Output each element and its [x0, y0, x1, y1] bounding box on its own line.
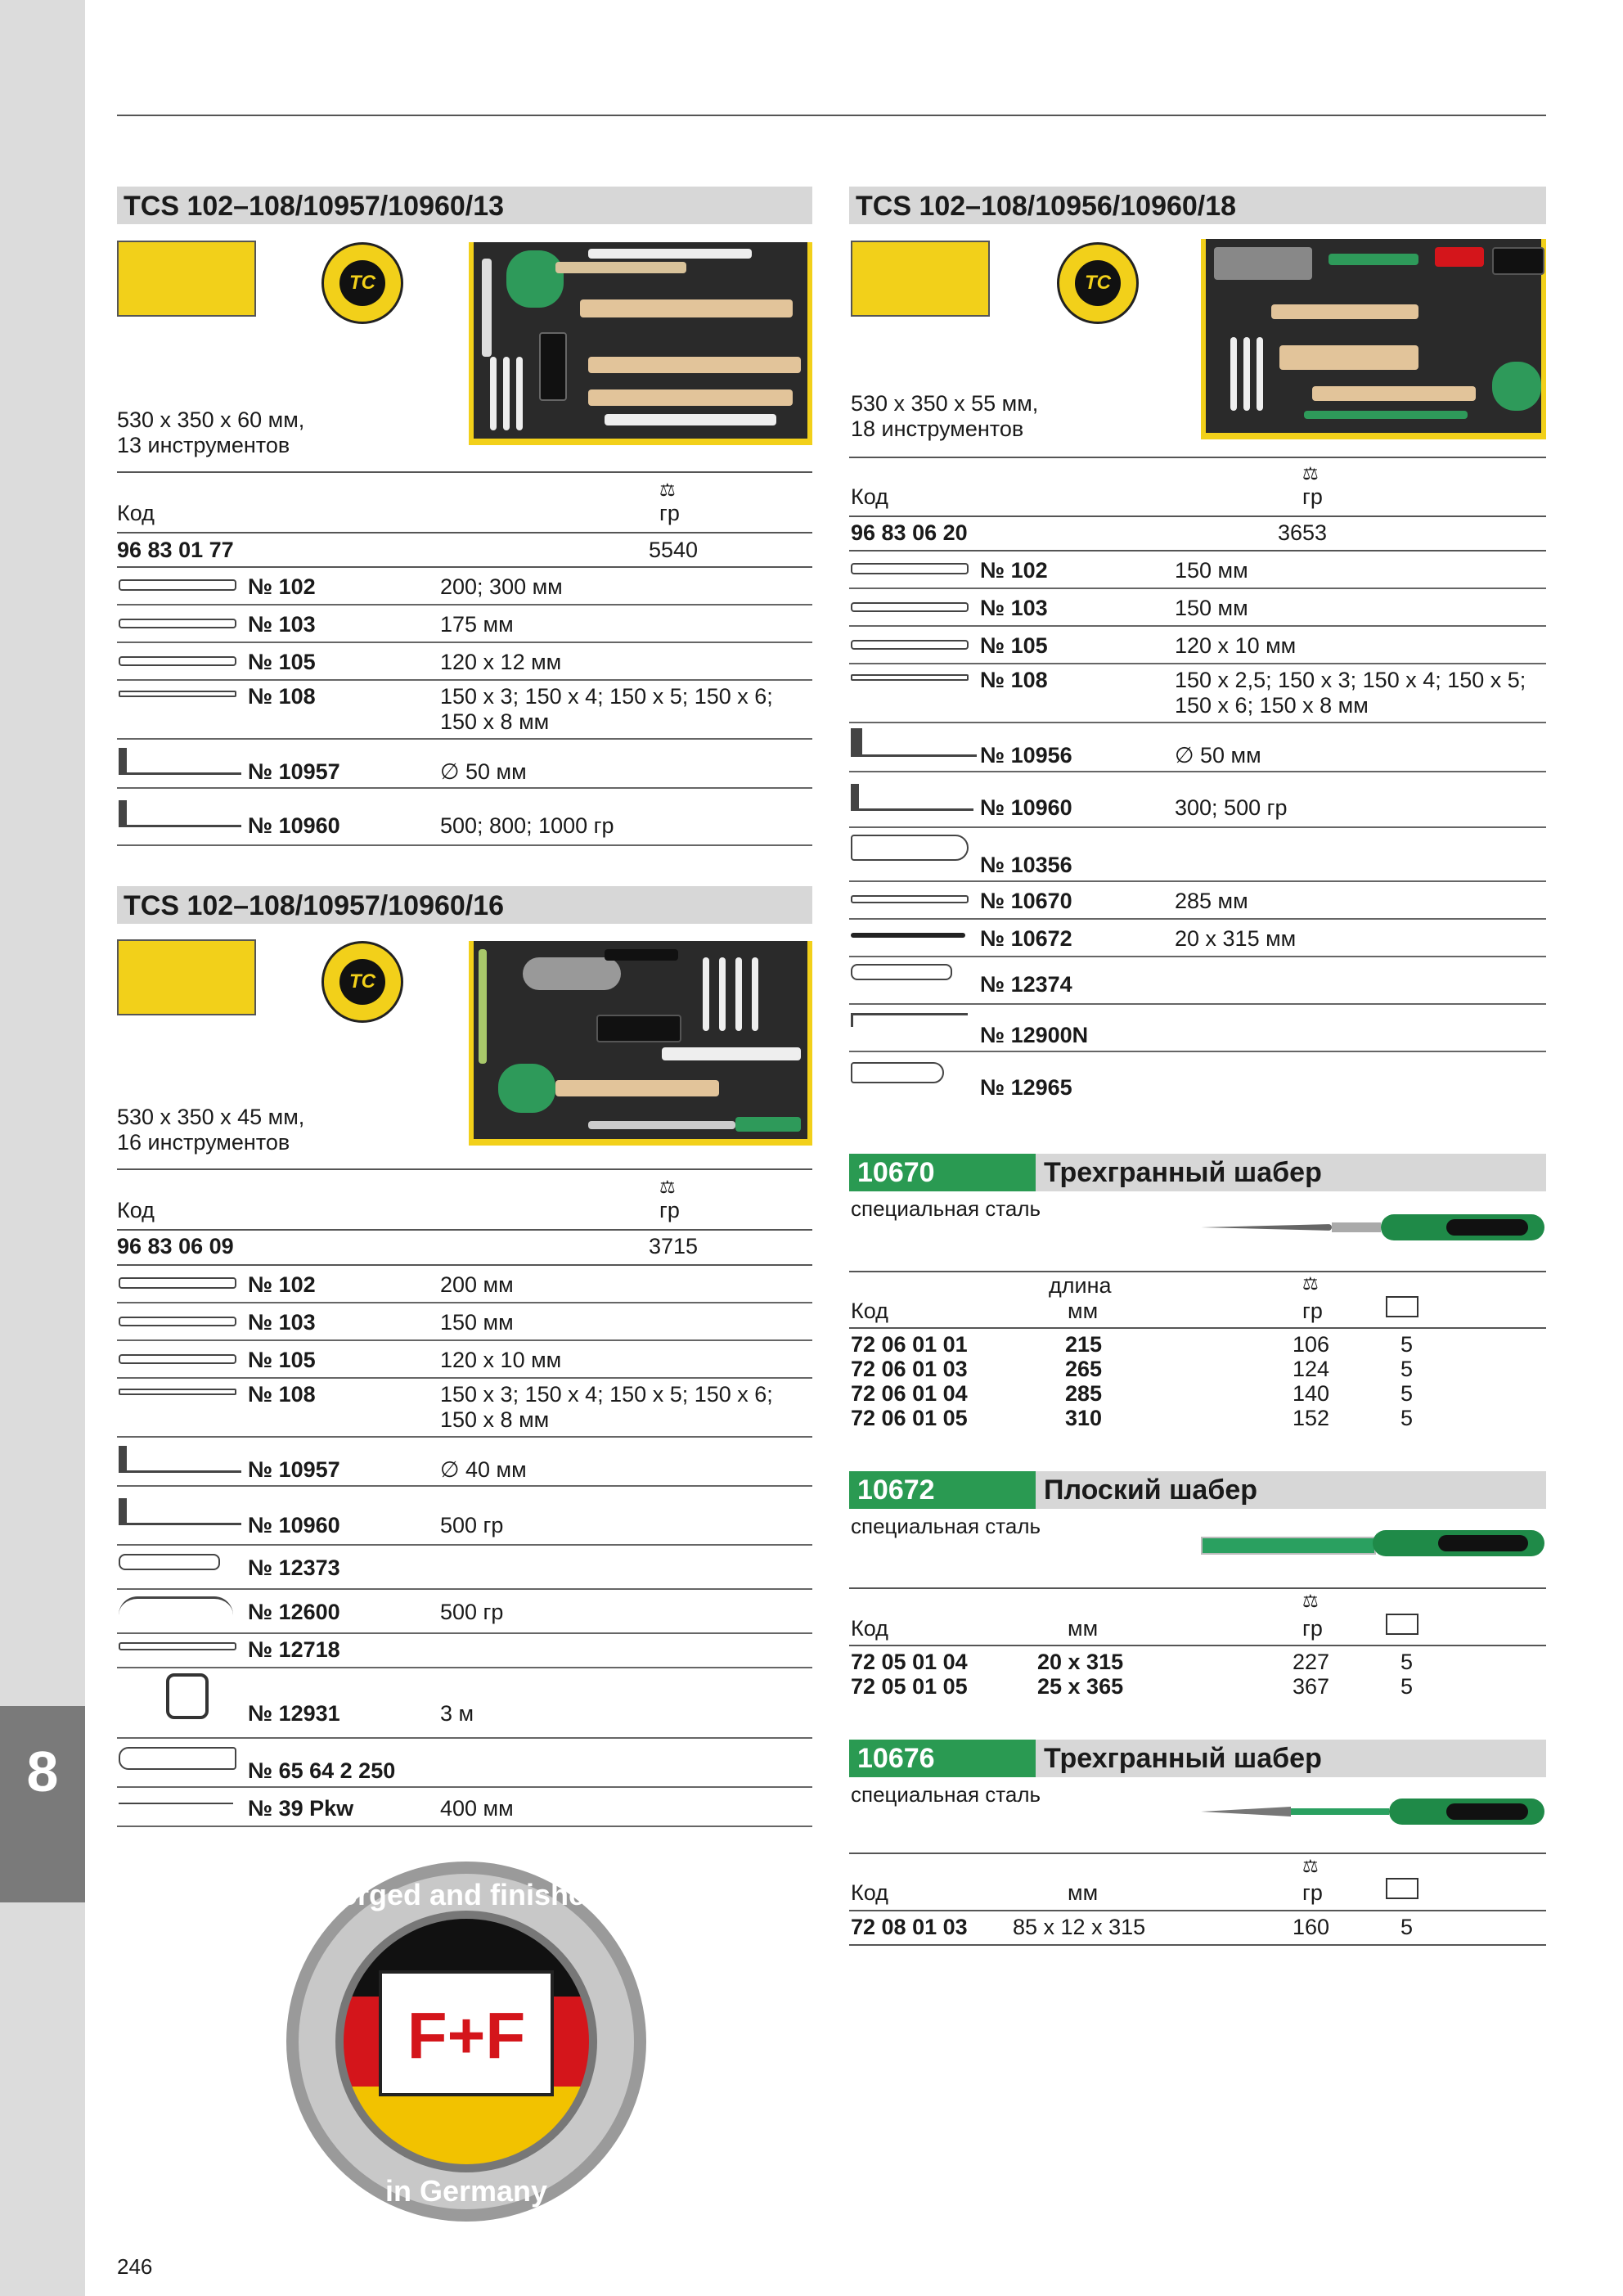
- divider: [849, 457, 1546, 458]
- count-text: 13 инструментов: [117, 433, 290, 457]
- tool-spec: ∅ 50 мм: [1175, 743, 1261, 768]
- divider: [117, 532, 812, 533]
- tool-number: № 103: [248, 612, 316, 637]
- component-row: [117, 1379, 812, 1438]
- chisel-icon: [119, 619, 236, 628]
- set-13: [117, 187, 812, 224]
- weight: 160: [1293, 1915, 1330, 1939]
- component-row: [117, 1668, 812, 1739]
- pin-punch-icon: [119, 691, 236, 697]
- scale-icon: ⚖: [1302, 463, 1319, 484]
- header-unit: мм: [1068, 1880, 1099, 1905]
- tool-tray-image: [469, 941, 812, 1146]
- header-weight: гр: [1302, 484, 1323, 509]
- hammer-icon: [119, 1446, 241, 1473]
- tool-number: № 10957: [248, 1457, 340, 1482]
- tool-number: № 103: [248, 1310, 316, 1335]
- count-text: 18 инструментов: [851, 416, 1024, 441]
- pack-qty: 5: [1400, 1357, 1414, 1381]
- tool-number: № 102: [248, 574, 316, 599]
- tool-tray-image: [1201, 239, 1546, 439]
- page-number: 246: [117, 2254, 153, 2279]
- punch-icon: [119, 1354, 236, 1364]
- tcs-system-badge-icon: TC: [321, 242, 403, 324]
- tool-spec: 500 гр: [440, 1600, 504, 1624]
- header-weight: гр: [659, 1198, 680, 1222]
- dimensions-text: 530 x 350 x 55 мм,: [851, 391, 1039, 416]
- hammer-icon: [119, 1498, 241, 1525]
- set-title: TCS 102–108/10956/10960/18: [849, 187, 1546, 224]
- dimensions-text: 530 x 350 x 45 мм,: [117, 1105, 305, 1129]
- pack-qty: 5: [1400, 1381, 1414, 1406]
- tool-spec-cont: 150 x 6; 150 x 8 мм: [1175, 693, 1369, 718]
- component-row: [849, 627, 1546, 664]
- tool-spec-cont: 150 x 8 мм: [440, 709, 550, 734]
- component-row: [849, 664, 1546, 723]
- tool-number: № 105: [248, 1348, 316, 1372]
- tool-number: № 12965: [980, 1075, 1072, 1100]
- hammer-icon: [119, 748, 241, 775]
- header-unit: мм: [1068, 1616, 1099, 1641]
- component-row: [117, 681, 812, 740]
- header-code: Код: [117, 1198, 155, 1222]
- tire-lever-icon: [119, 1803, 233, 1804]
- punch-icon: [851, 640, 969, 650]
- length: 285: [1065, 1381, 1103, 1406]
- tool-spec: 150 x 3; 150 x 4; 150 x 5; 150 x 6;: [440, 684, 773, 709]
- tool-number: № 39 Pkw: [248, 1796, 354, 1821]
- set-title: TCS 102–108/10957/10960/13: [117, 187, 812, 224]
- header-code: Код: [851, 1616, 888, 1641]
- component-row: [117, 1546, 812, 1590]
- order-code: 72 05 01 04: [851, 1650, 968, 1674]
- header-code: Код: [851, 1880, 888, 1905]
- tool-number: № 12600: [248, 1600, 340, 1624]
- component-row: [849, 1052, 1546, 1110]
- tool-spec: 500; 800; 1000 гр: [440, 813, 614, 838]
- dimensions-text: 530 x 350 x 60 мм,: [117, 407, 305, 432]
- divider: [849, 1944, 1546, 1946]
- chisel-icon: [119, 579, 236, 591]
- component-row: [849, 828, 1546, 882]
- scale-icon: ⚖: [1302, 1856, 1319, 1876]
- product-number: 10672: [849, 1471, 1036, 1509]
- header-code: Код: [851, 1299, 888, 1323]
- order-code: 96 83 01 77: [117, 538, 234, 562]
- product-table: [851, 1915, 1546, 1939]
- weight: 140: [1293, 1381, 1330, 1406]
- tool-spec: 400 мм: [440, 1796, 514, 1821]
- tool-number: № 10957: [248, 759, 340, 784]
- weight: 106: [1293, 1332, 1330, 1357]
- tool-spec: 200 мм: [440, 1272, 514, 1297]
- tool-number: № 10960: [248, 813, 340, 838]
- tool-spec: 120 x 10 мм: [440, 1348, 562, 1372]
- component-row: [849, 920, 1546, 957]
- table-row: [851, 1357, 1546, 1381]
- component-row: [117, 789, 812, 846]
- chisel-icon: [851, 602, 969, 612]
- color-swatch: [851, 241, 990, 317]
- component-row: [117, 1303, 812, 1341]
- tool-spec: 200; 300 мм: [440, 574, 563, 599]
- component-row: [117, 1590, 812, 1634]
- tool-spec: 175 мм: [440, 612, 514, 637]
- set-16: [117, 886, 812, 924]
- table-row: [851, 1674, 1546, 1699]
- table-row: [851, 1406, 1546, 1430]
- table-row: [851, 1915, 1546, 1939]
- component-row: [117, 606, 812, 643]
- set-title: TCS 102–108/10957/10960/16: [117, 886, 812, 924]
- product-number: 10676: [849, 1740, 1036, 1777]
- dimensions: 25 x 365: [1037, 1674, 1124, 1699]
- tool-spec: 300; 500 гр: [1175, 795, 1288, 820]
- divider: [849, 1853, 1546, 1854]
- chisel-icon: [119, 1317, 236, 1326]
- tool-number: № 10672: [980, 926, 1072, 951]
- component-row: [849, 551, 1546, 589]
- table-row: [851, 1332, 1546, 1357]
- tool-number: № 10960: [980, 795, 1072, 820]
- component-row: [117, 1341, 812, 1379]
- caliper-icon: [851, 1013, 968, 1027]
- tool-spec: 120 x 10 мм: [1175, 633, 1297, 658]
- component-list: [849, 551, 1546, 1124]
- flat-scraper-image: [1201, 1528, 1544, 1558]
- material-text: специальная сталь: [851, 1782, 1041, 1807]
- pack-qty: 5: [1400, 1674, 1414, 1699]
- header-unit: мм: [1068, 1299, 1099, 1323]
- wire-brush-icon: [851, 964, 952, 980]
- tool-number: № 65 64 2 250: [248, 1758, 396, 1783]
- divider: [849, 515, 1546, 517]
- product-name: Плоский шабер: [1044, 1474, 1258, 1506]
- tool-spec: 150 x 2,5; 150 x 3; 150 x 4; 150 x 5;: [1175, 668, 1526, 692]
- tool-tray-image: [469, 242, 812, 445]
- logo-bottom-text: in Germany: [384, 2174, 548, 2208]
- product-name: Трехгранный шабер: [1044, 1743, 1322, 1774]
- punch-icon: [119, 656, 236, 666]
- pack-qty: 5: [1400, 1915, 1414, 1939]
- scale-icon: ⚖: [659, 1177, 676, 1197]
- component-list: [117, 1266, 812, 1835]
- chisel-icon: [119, 1277, 236, 1289]
- length: 310: [1065, 1406, 1103, 1430]
- tool-spec: 150 x 3; 150 x 4; 150 x 5; 150 x 6;: [440, 1382, 773, 1407]
- order-code: 72 08 01 03: [851, 1915, 968, 1939]
- tool-number: № 10670: [980, 889, 1072, 913]
- logo-mark: F+F: [407, 1999, 526, 2072]
- tool-number: № 10956: [980, 743, 1072, 768]
- weight: 124: [1293, 1357, 1330, 1381]
- dimensions: 20 x 315: [1037, 1650, 1124, 1674]
- tool-number: № 105: [248, 650, 316, 674]
- tool-number: № 105: [980, 633, 1048, 658]
- header-code: Код: [117, 501, 155, 525]
- divider: [849, 1910, 1546, 1911]
- product-10676-header: [849, 1740, 1546, 1777]
- set-description: [851, 391, 1038, 442]
- set-weight: 3715: [649, 1234, 699, 1258]
- divider: [849, 1271, 1546, 1272]
- set-weight: 5540: [649, 538, 699, 562]
- length: 215: [1065, 1332, 1103, 1357]
- logo-top-text: forged and finished: [329, 1878, 604, 1911]
- component-row: [117, 1739, 812, 1788]
- package-icon: [1386, 1878, 1418, 1899]
- scraper-icon: [119, 1642, 236, 1650]
- tool-number: № 12373: [248, 1555, 340, 1580]
- set-18: [849, 187, 1546, 224]
- hammer-icon: [119, 800, 241, 827]
- scale-icon: ⚖: [1302, 1591, 1319, 1611]
- component-row: [849, 589, 1546, 627]
- triangular-scraper-image: [1201, 1213, 1544, 1242]
- count-text: 16 инструментов: [117, 1130, 290, 1155]
- flat-scraper-icon: [851, 933, 965, 938]
- package-icon: [1386, 1296, 1418, 1317]
- order-code: 96 83 06 09: [117, 1234, 234, 1258]
- pin-punch-icon: [119, 1389, 236, 1395]
- wire-brush-icon: [119, 1554, 220, 1570]
- color-swatch: [117, 939, 256, 1015]
- tape-measure-icon: [166, 1673, 209, 1719]
- chisel-icon: [851, 563, 969, 574]
- component-row: [849, 957, 1546, 1005]
- divider: [117, 1168, 812, 1170]
- component-row: [117, 1487, 812, 1546]
- tool-number: № 12931: [248, 1701, 340, 1726]
- tool-spec: 120 x 12 мм: [440, 650, 562, 674]
- divider: [849, 1587, 1546, 1589]
- component-list: [117, 568, 812, 850]
- order-code: 72 06 01 04: [851, 1381, 968, 1406]
- divider: [117, 1229, 812, 1231]
- tool-number: № 102: [248, 1272, 316, 1297]
- order-code: 72 05 01 05: [851, 1674, 968, 1699]
- pack-qty: 5: [1400, 1332, 1414, 1357]
- scale-icon: ⚖: [1302, 1273, 1319, 1294]
- component-row: [117, 1266, 812, 1303]
- length: 265: [1065, 1357, 1103, 1381]
- product-number: 10670: [849, 1154, 1036, 1191]
- tool-number: № 108: [248, 1382, 316, 1407]
- tcs-system-badge-icon: TC: [1057, 242, 1139, 324]
- pry-bar-icon: [119, 1596, 233, 1615]
- component-row: [117, 1634, 812, 1668]
- header-length: длина: [1049, 1273, 1112, 1298]
- tool-number: № 10356: [980, 853, 1072, 877]
- component-row: [117, 568, 812, 606]
- tool-number: № 103: [980, 596, 1048, 620]
- component-row: [849, 772, 1546, 828]
- color-swatch: [117, 241, 256, 317]
- forged-in-germany-logo: [282, 1857, 650, 2226]
- tcs-system-badge-icon: TC: [321, 941, 403, 1023]
- product-table: [851, 1650, 1546, 1699]
- tool-spec: ∅ 50 мм: [440, 759, 527, 784]
- top-rule: [117, 115, 1546, 116]
- tool-spec: 20 x 315 мм: [1175, 926, 1297, 951]
- component-row: [849, 723, 1546, 772]
- divider: [849, 1645, 1546, 1646]
- divider: [849, 1327, 1546, 1329]
- pack-qty: 5: [1400, 1406, 1414, 1430]
- product-name: Трехгранный шабер: [1044, 1157, 1322, 1188]
- header-weight: гр: [1302, 1299, 1323, 1323]
- locking-pliers-icon: [119, 1747, 236, 1770]
- tool-spec: 150 мм: [1175, 558, 1248, 583]
- order-code: 72 06 01 01: [851, 1332, 968, 1357]
- hammer-icon: [851, 784, 973, 811]
- tool-number: № 108: [248, 684, 316, 709]
- triangular-scraper-image: [1201, 1797, 1544, 1826]
- product-table: [851, 1332, 1546, 1430]
- component-row: [849, 882, 1546, 920]
- material-text: специальная сталь: [851, 1196, 1041, 1221]
- product-10672-header: [849, 1471, 1546, 1509]
- utility-knife-icon: [851, 1062, 944, 1083]
- pack-qty: 5: [1400, 1650, 1414, 1674]
- table-row: [851, 1650, 1546, 1674]
- table-row: [851, 1381, 1546, 1406]
- order-code: 96 83 06 20: [851, 520, 968, 545]
- header-weight: гр: [1302, 1616, 1323, 1641]
- tool-spec: 150 мм: [1175, 596, 1248, 620]
- tool-number: № 12718: [248, 1637, 340, 1662]
- weight: 152: [1293, 1406, 1330, 1430]
- component-row: [117, 740, 812, 789]
- material-text: специальная сталь: [851, 1514, 1041, 1538]
- component-row: [117, 643, 812, 681]
- tool-spec: 150 мм: [440, 1310, 514, 1335]
- tool-spec: 500 гр: [440, 1513, 504, 1537]
- tool-number: № 12374: [980, 972, 1072, 997]
- product-10670-header: [849, 1154, 1546, 1191]
- weight: 367: [1293, 1674, 1330, 1699]
- tool-number: № 12900N: [980, 1023, 1089, 1047]
- header-weight: гр: [659, 501, 680, 525]
- tool-spec: 3 м: [440, 1701, 474, 1726]
- component-row: [849, 1005, 1546, 1052]
- tool-spec: ∅ 40 мм: [440, 1457, 527, 1482]
- order-code: 72 06 01 03: [851, 1357, 968, 1381]
- tool-number: № 102: [980, 558, 1048, 583]
- triangular-scraper-icon: [851, 895, 969, 903]
- dimensions: 85 x 12 x 315: [1013, 1915, 1146, 1939]
- paint-scraper-icon: [851, 835, 969, 861]
- tool-number: № 10960: [248, 1513, 340, 1537]
- component-row: [117, 1788, 812, 1827]
- pin-punch-icon: [851, 674, 969, 681]
- tool-spec: 285 мм: [1175, 889, 1248, 913]
- set-description: [117, 407, 304, 458]
- order-code: 72 06 01 05: [851, 1406, 968, 1430]
- scale-icon: ⚖: [659, 479, 676, 500]
- set-description: [117, 1105, 304, 1155]
- package-icon: [1386, 1614, 1418, 1635]
- header-weight: гр: [1302, 1880, 1323, 1905]
- weight: 227: [1293, 1650, 1330, 1674]
- set-weight: 3653: [1278, 520, 1328, 545]
- mallet-icon: [851, 728, 977, 757]
- tool-spec-cont: 150 x 8 мм: [440, 1407, 550, 1432]
- chapter-tab: 8: [0, 1706, 85, 1902]
- header-code: Код: [851, 484, 888, 509]
- tool-number: № 108: [980, 668, 1048, 692]
- component-row: [117, 1438, 812, 1487]
- left-margin-bar: [0, 0, 85, 2296]
- divider: [117, 471, 812, 473]
